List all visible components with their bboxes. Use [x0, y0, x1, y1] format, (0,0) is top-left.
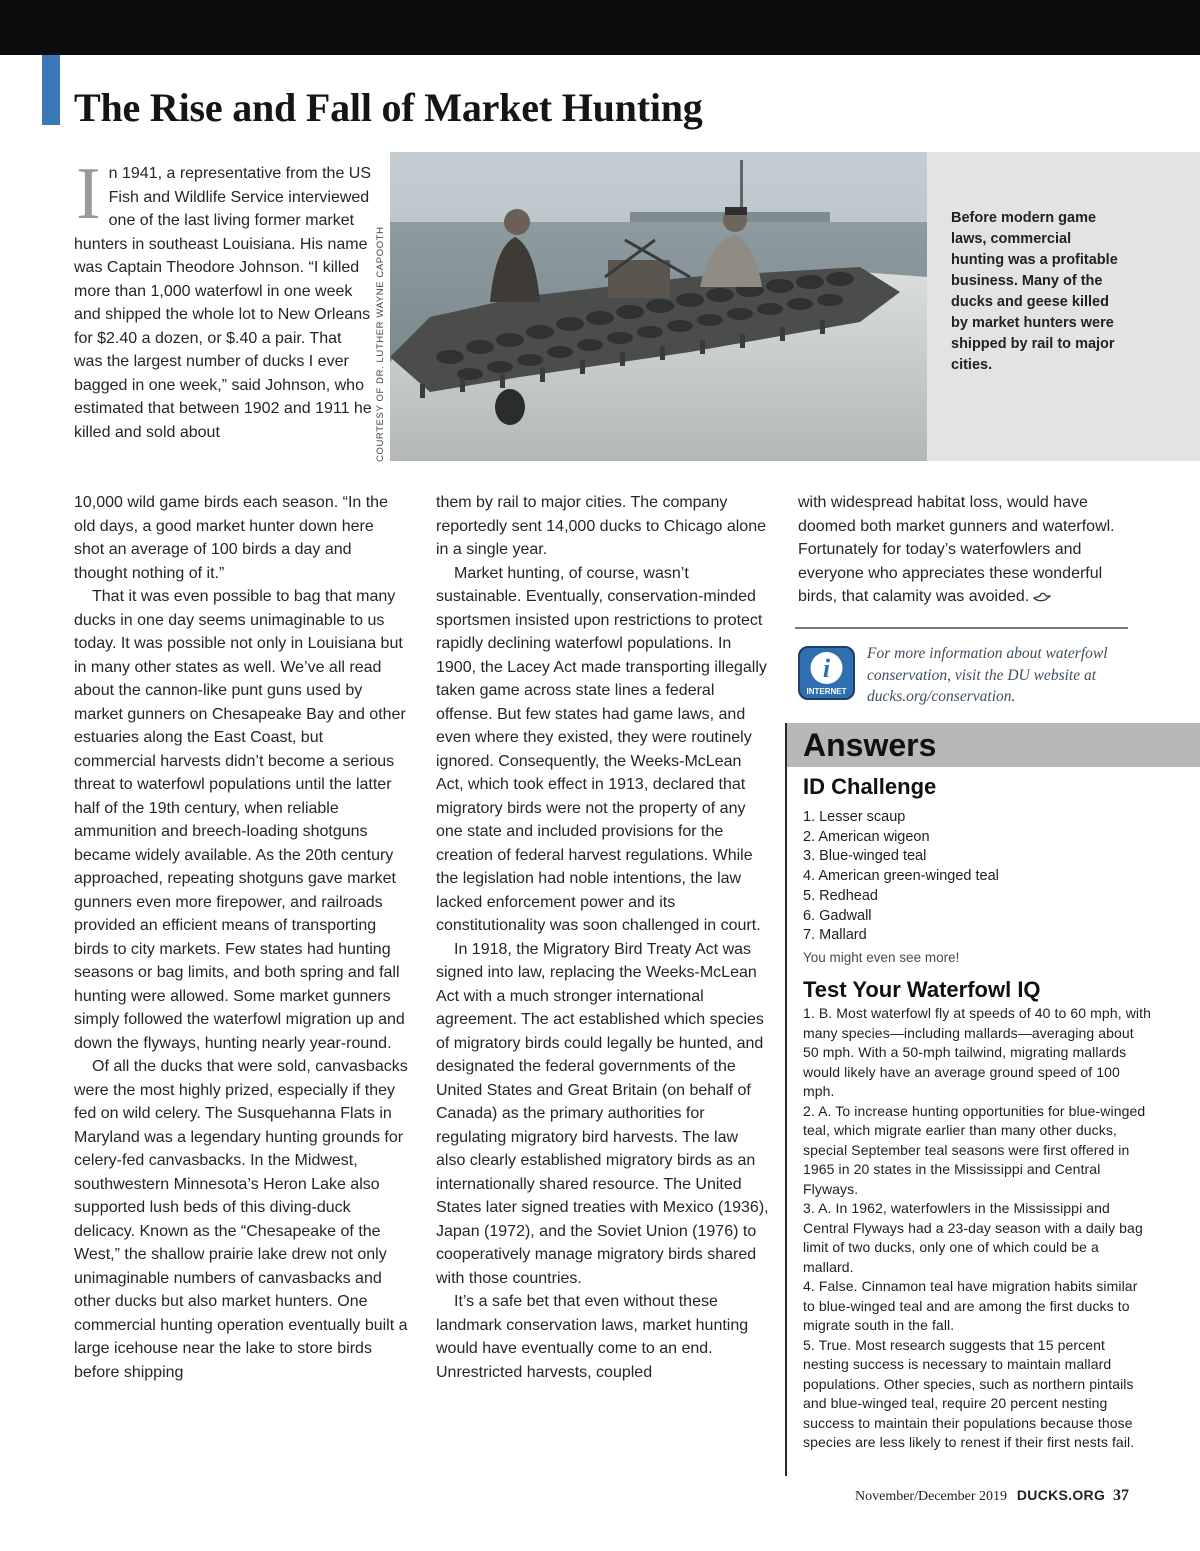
internet-info-icon — [798, 646, 855, 700]
waterfowl-iq-title: Test Your Waterfowl IQ — [803, 977, 1041, 1002]
list-item: 2. A. To increase hunting opportunities for blue-winged teal, which migrate earlier than many other ducks, special September teal seasons were first offered in 1965 in 20 states in the Mississippi and Central Flyways. — [803, 1102, 1146, 1197]
section-divider — [795, 627, 1128, 629]
list-item: 1. B. Most waterfowl fly at speeds of 40 to 60 mph, with many species—including mallards—averaging about 50 mph. With a 50-mph tailwind, migrating mallards would likely have an average ground speed of 100 mph. — [803, 1005, 1151, 1099]
paragraph: Of all the ducks that were sold, canvasbacks were the most highly prized, especially if they fed on wild celery. The Susquehanna Flats in Maryland was a legendary hunting grounds for celery-fed canvasbacks. In the Midwest, southwestern Minnesota’s Heron Lake also supported lush beds of this diving-duck delicacy. Known as the “Chesapeake of the West,” the shallow prairie lake drew not only unimaginable numbers of canvasbacks and other ducks but also market hunters. One commercial hunting operation eventually built a large icehouse near the lake to store birds before shipping — [74, 1058, 408, 1381]
article-title: The Rise and Fall of Market Hunting — [74, 85, 703, 130]
site-name: DUCKS.ORG — [1016, 1487, 1106, 1503]
list-item: 6. Gadwall — [803, 907, 872, 924]
article-column-2 — [436, 491, 770, 1384]
paragraph: them by rail to major cities. The company reportedly sent 14,000 ducks to Chicago alone in a single year. — [436, 494, 766, 558]
article-intro — [74, 153, 374, 444]
id-challenge-title: ID Challenge — [803, 774, 937, 799]
title-accent-bar — [42, 55, 60, 125]
top-bar — [0, 0, 1200, 55]
paragraph: It’s a safe bet that even without these landmark conservation laws, market hunting would have eventually come to an end. Unrestricted harvests, coupled — [436, 1293, 749, 1381]
list-item: 7. Mallard — [803, 927, 867, 944]
drop-cap: I — [76, 153, 101, 235]
list-item: 3. Blue-winged teal — [803, 848, 927, 865]
answers-title: Answers — [803, 727, 937, 763]
closing-text: with widespread habitat loss, would have doomed both market gunners and waterfowl. Fortunately for today’s waterfowlers and everyone who appreciates these wonderful birds, that calamity was avoided. — [798, 494, 1115, 605]
list-item: 5. Redhead — [803, 887, 878, 904]
id-challenge-note: You might even see more! — [803, 950, 960, 965]
paragraph: In 1918, the Migratory Bird Treaty Act was signed into law, replacing the Weeks-McLean Act with a much stronger international agreement. The act established which species of migratory birds could legally be hunted, and designated the federal governments of the United States and Great Britain (on behalf of Canada) as the primary authorities for regulating migratory bird harvests. The law also clearly established migratory birds as an internationally shared resource. The United States later signed treaties with Mexico (1936), Japan (1972), and the Soviet Union (1976) to cooperatively manage migratory birds shared with those countries. — [436, 940, 769, 1287]
list-item: 2. American wigeon — [803, 828, 930, 845]
page-number: 37 — [1113, 1487, 1130, 1504]
market-hunters-photo — [390, 152, 927, 461]
info-text: For more information about waterfowl conservation, visit the DU website at ducks.org/conservation. — [867, 645, 1108, 705]
answers-side-rule — [785, 723, 787, 1476]
intro-text: n 1941, a representative from the US Fish and Wildlife Service interviewed one of the last living former market hunters in southeast Louisiana. His name was Captain Theodore Johnson. “I killed more than 1,000 waterfowl in one week and shipped the whole lot to New Orleans for $2.40 a dozen, or $.40 a pair. That was the largest number of ducks I ever bagged in one week,” said Johnson, who estimated that between 1902 and 1911 he killed and sold about — [74, 165, 372, 441]
list-item: 5. True. Most research suggests that 15 percent nesting success is necessary to maintain mallard populations. Other species, such as northern pintails and blue-winged teal, require 20 percent nesting success to maintain their populations because those species are less likely to renest if their first nests fail. — [803, 1336, 1135, 1450]
issue-date: November/December 2019 — [855, 1489, 1007, 1504]
paragraph — [798, 491, 1128, 609]
info-icon-label: INTERNET — [806, 687, 847, 696]
boat-with-ducks-image — [390, 152, 927, 461]
list-item: 1. Lesser scaup — [803, 809, 906, 825]
list-item: 3. A. In 1962, waterfowlers in the Mississippi and Central Flyways had a 23-day season with a daily bag limit of two ducks, only one of which could be a mallard. — [803, 1200, 1143, 1275]
photo-caption: Before modern game laws, commercial hunting was a profitable business. Many of the ducks and geese killed by market hunters were shipped by rail to major cities. — [951, 210, 1118, 373]
paragraph: Market hunting, of course, wasn’t sustainable. Eventually, conservation-minded sportsmen insisted upon restrictions to protect rapidly declining waterfowl populations. In 1900, the Lacey Act made transporting illegally taken game across state lines a federal offense. But few states had game laws, and even where they existed, they were routinely ignored. Consequently, the Weeks-McLean Act, which took effect in 1913, declared that migratory birds were not the property of any one state and included provisions for the creation of federal harvest regulations. While the legislation had noble intentions, the law lacked enforcement power and its constitutionality was soon challenged in court. — [436, 564, 767, 934]
list-item: 4. False. Cinnamon teal have migration habits similar to blue-winged teal and are among the first ducks to migrate south in the fall. — [803, 1278, 1138, 1333]
page-footer — [855, 1485, 1129, 1507]
info-icon-letter: i — [822, 654, 831, 683]
photo-credit: COURTESY OF DR. LUTHER WAYNE CAPOOTH — [375, 226, 386, 462]
waterfowl-iq-list — [803, 1004, 1153, 1453]
id-challenge-list — [803, 808, 999, 946]
article-column-1 — [74, 491, 408, 1384]
duck-end-mark-icon — [1033, 589, 1051, 603]
article-column-3 — [798, 491, 1128, 609]
paragraph: That it was even possible to bag that many ducks in one day seems unimaginable to us today. It was possible not only in Louisiana but in many other states as well. We’ve all read about the cannon-like punt guns used by market gunners on Chesapeake Bay and other estuaries along the East Coast, but commercial harvests didn’t become a serious threat to waterfowl populations until the latter half of the 19th century, when reliable ammunition and breech-loading shotguns became widely available. As the 20th century approached, repeating shotguns gave market gunners even more firepower, and railroads provided an efficient means of transporting birds to city markets. Few states had hunting seasons or bag limits, and both spring and fall hunting were allowed. Some market gunners simply followed the waterfowl migration up and down the flyways, hunting nearly year-round. — [74, 588, 406, 1052]
list-item: 4. American green-winged teal — [803, 868, 999, 885]
paragraph: 10,000 wild game birds each season. “In the old days, a good market hunter down here shot an average of 100 birds a day and thought nothing of it.” — [74, 494, 388, 582]
